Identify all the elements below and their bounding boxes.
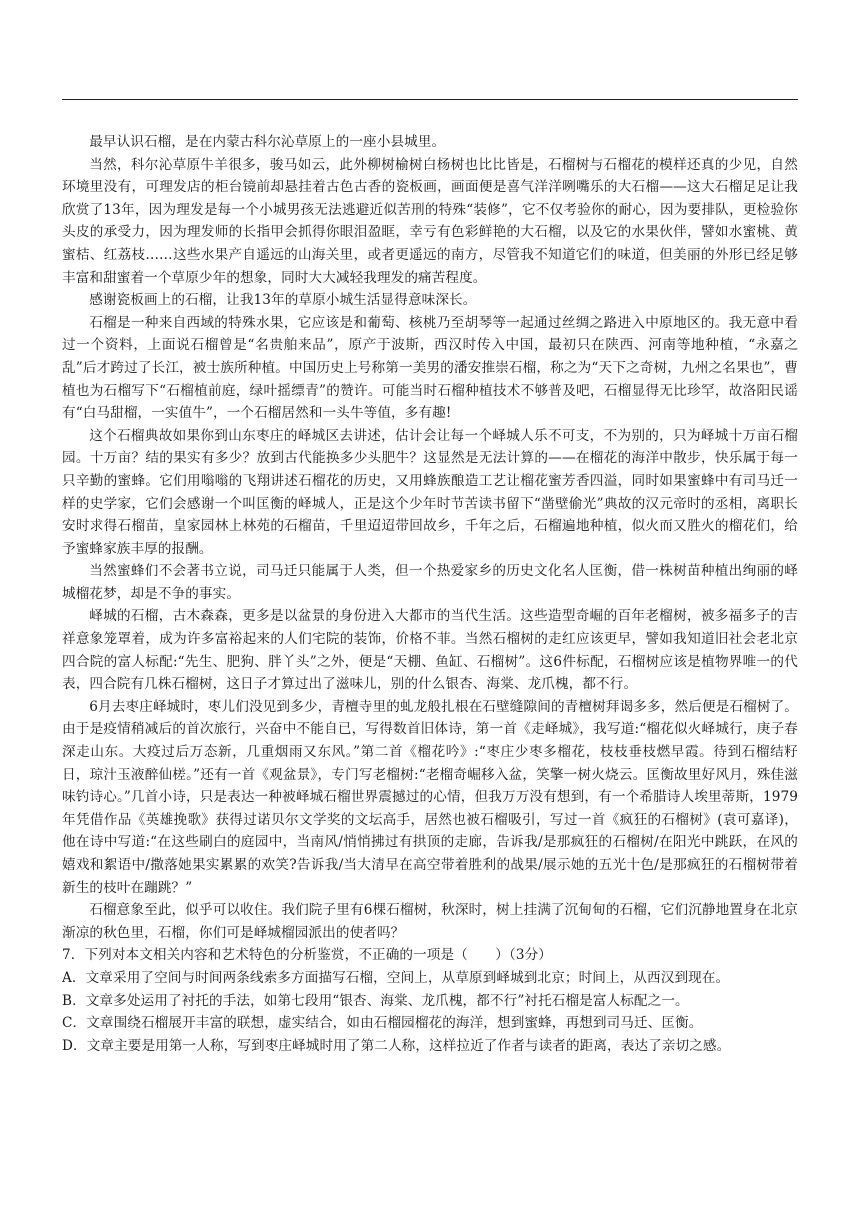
option-b: B．文章多处运用了衬托的手法，如第七段用“银杏、海棠、龙爪槐，都不行”衬托石榴是富人标配之一。 (62, 992, 689, 1009)
paragraph-1: 最早认识石榴，是在内蒙古科尔沁草原上的一座小县城里。 (89, 134, 446, 150)
paragraph-7: 峄城的石榴，古木森森，更多是以盆景的身份进入大都市的当代生活。这些造型奇崛的百年老榴树，被多福多子的吉祥意象笼罩着，成为许多富裕起来的人们宅院的装饰，价格不菲。当然石榴树的走红应该更早，譬如我知道旧社会老北京四合院的富人标配:“先生、肥狗、胖丫头”之外，便是“天棚、鱼缸、石榴树”。这6件标配，石榴树应该是植物界唯一的代表，四合院有几株石榴树，这日子才算过出了滋味儿，别的什么银杏、海棠、龙爪槐，都不行。 (62, 608, 798, 693)
paragraph-2: 当然，科尔沁草原牛羊很多，骏马如云，此外柳树榆树白杨树也比比皆是，石榴树与石榴花的模样还真的少见，自然环境里没有，可理发店的柜台镜前却悬挂着古色古香的瓷板画，画面便是喜气洋洋咧嘴乐的大石榴——这大石榴足足让我欣赏了13年，因为理发是每一个小城男孩无法逃避近似苦刑的特殊“装修”，它不仅考验你的耐心，因为要排队，更检验你头皮的承受力，因为理发师的长指甲会抓得你眼泪盈眶，幸亏有色彩鲜艳的大石榴，以及它的水果伙伴，譬如水蜜桃、黄蜜桔、红荔枝……这些水果产自遥远的山海关里，或者更遥远的南方，尽管我不知道它们的味道，但美丽的外形已经足够丰富和甜蜜着一个草原少年的想象，同时大大减轻我理发的痛苦程度。 (62, 156, 798, 286)
option-d: D．文章主要是用第一人称，写到枣庄峄城时用了第二人称，这样拉近了作者与读者的距离，表达了亲切之感。 (62, 1037, 731, 1054)
paragraph-6: 当然蜜蜂们不会著书立说，司马迁只能属于人类，但一个热爱家乡的历史文化名人匡衡，借一株树苗种植出绚丽的峄城榴花梦，却是不争的事实。 (62, 563, 798, 602)
header-rule (62, 99, 798, 100)
option-c: C．文章围绕石榴展开丰富的联想，虚实结合，如由石榴园榴花的海洋，想到蜜蜂，再想到司马迁、匡衡。 (62, 1015, 703, 1032)
paragraph-3: 感谢瓷板画上的石榴，让我13年的草原小城生活显得意味深长。 (89, 292, 477, 309)
paragraph-9: 石榴意象至此，似乎可以收住。我们院子里有6棵石榴树，秋深时，树上挂满了沉甸甸的石榴，它们沉静地置身在北京渐凉的秋色里，石榴，你们可是峄城榴园派出的使者吗？ (62, 902, 798, 941)
question-stem: 7．下列对本文相关内容和艺术特色的分析鉴赏，不正确的一项是（ ）（3分） (62, 947, 552, 964)
article-body (62, 131, 798, 1057)
option-a: A．文章采用了空间与时间两条线索多方面描写石榴，空间上，从草原到峄城到北京；时间上，从西汉到现在。 (62, 969, 730, 986)
paragraph-5: 这个石榴典故如果你到山东枣庄的峄城区去讲述，估计会让每一个峄城人乐不可支，不为别的，只为峄城十万亩石榴园。十万亩？结的果实有多少？放到古代能换多少头肥牛？这显然是无法计算的——在榴花的海洋中散步，快乐属于每一只辛勤的蜜蜂。它们用嗡嗡的飞翔讲述石榴花的历史，又用蜂族酿造工艺让榴花蜜芳香四溢，同时如果蜜蜂中有司马迁一样的史学家，它们会感谢一个叫匡衡的峄城人，正是这个少年时节苦读书留下“凿壁偷光”典故的汉元帝时的丞相，离职长安时求得石榴苗，皇家园林上林苑的石榴苗，千里迢迢带回故乡，千年之后，石榴遍地种植，似火而又胜火的榴花们，给予蜜蜂家族丰厚的报酬。 (62, 427, 798, 557)
paragraph-8: 6月去枣庄峄城时，枣儿们没见到多少，青檀寺里的虬龙般扎根在石壁缝隙间的青檀树拜谒多多，然后便是石榴树了。由于是疫情稍减后的首次旅行，兴奋中不能自已，写得数首旧体诗，第一首《走峄城》，我写道:“榴花似火峄城行，庚子春深走山东。大疫过后万态新，几重烟雨又东风。”第二首《榴花吟》:“枣庄少枣多榴花，枝枝垂枝燃早霞。待到石榴结籽日，琼汁玉液醉仙槎。”还有一首《观盆景》，专门写老榴树:“老榴奇崛移入盆，笑擎一树火烧云。匡衡故里好风月，殊佳滋味钓诗心。”几首小诗，只是表达一种被峄城石榴世界震撼过的心情，但我万万没有想到，有一个希腊诗人埃里蒂斯，1979年凭借作品《英雄挽歌》获得过诺贝尔文学奖的文坛高手，居然也被石榴吸引，写过一首《疯狂的石榴树》(袁可嘉译)，他在诗中写道:“在这些刷白的庭园中，当南风/悄悄拂过有拱顶的走廊，告诉我/是那疯狂的石榴树/在阳光中跳跃，在风的嬉戏和絮语中/撒落她果实累累的欢笑?告诉我/当大清早在高空带着胜利的战果/展示她的五光十色/是那疯狂的石榴树带着新生的枝叶在蹦跳？” (62, 698, 798, 896)
paragraph-4: 石榴是一种来自西域的特殊水果，它应该是和葡萄、核桃乃至胡琴等一起通过丝绸之路进入中原地区的。我无意中看过一个资料，上面说石榴曾是“名贵舶来品”，原产于波斯，西汉时传入中国，最初只在陕西、河南等地种植，“永嘉之乱”后才跨过了长江，被士族所种植。中国历史上号称第一美男的潘安推崇石榴，称之为“天下之奇树，九州之名果也”，曹植也为石榴写下“石榴植前庭，绿叶摇缥青”的赞许。可能当时石榴种植技术不够普及吧，石榴显得无比珍罕，故洛阳民谣有“白马甜榴，一实值牛”，一个石榴居然和一头牛等值，多有趣! (62, 314, 798, 422)
